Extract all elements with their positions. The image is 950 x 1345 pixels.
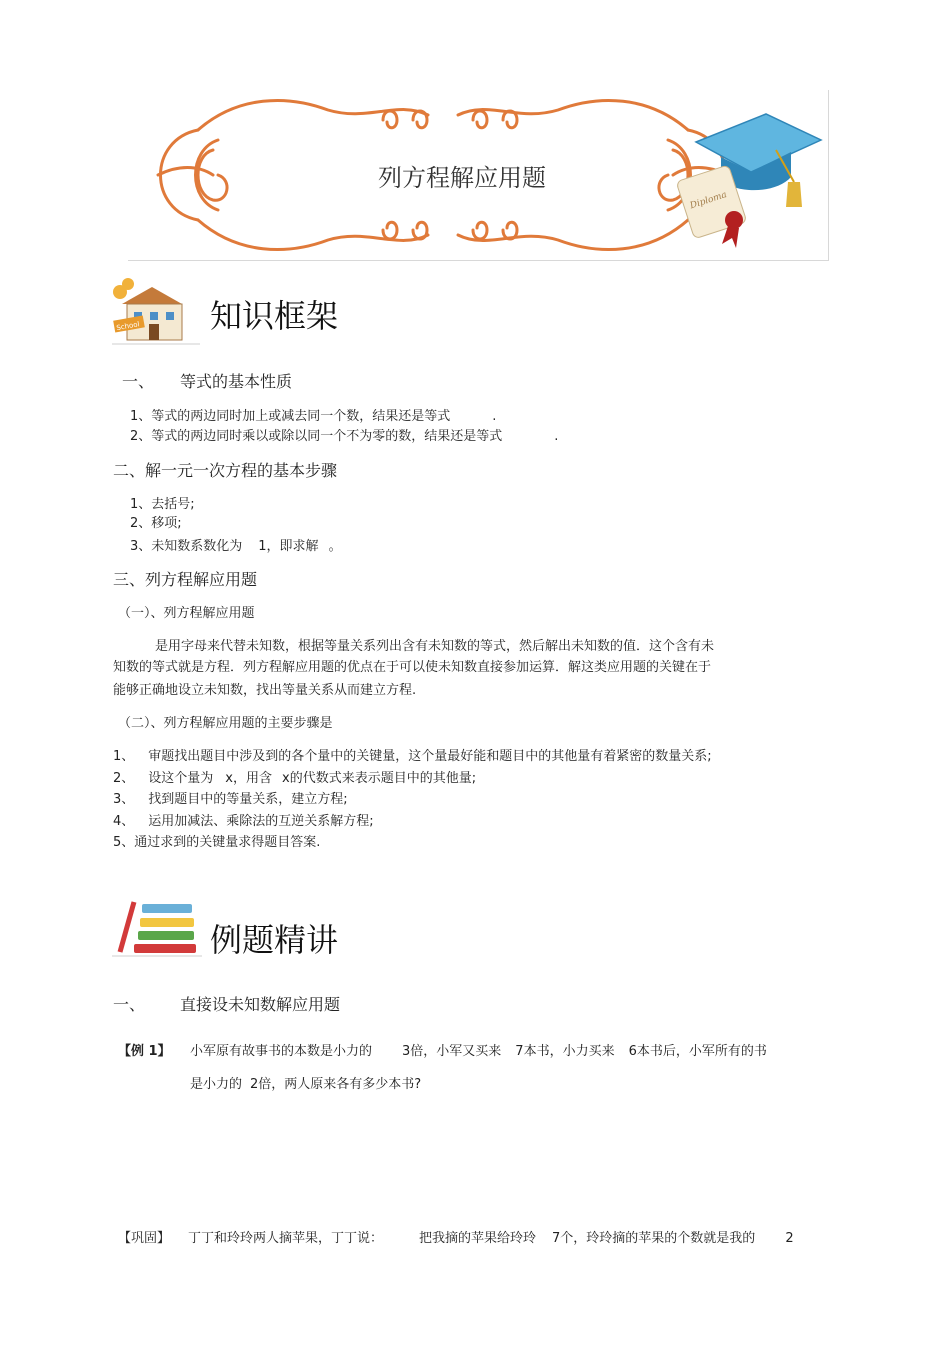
- subheading-2: （二）、列方程解应用题的主要步骤是: [118, 716, 333, 731]
- section-title-examples: 例题精讲: [210, 921, 339, 959]
- consolidate-tag: 【巩固】: [118, 1231, 171, 1246]
- page-title: 列方程解应用题: [378, 164, 546, 192]
- example-line-2: 是小力的 2倍，两人原来各有多少本书?: [190, 1077, 422, 1092]
- list-item: 5、通过求到的关键量求得题目答案.: [113, 835, 321, 850]
- subheading-1: （一）、列方程解应用题: [118, 606, 255, 621]
- heading-word-problems: 三、列方程解应用题: [113, 570, 258, 589]
- heading-solve-steps: 二、解一元一次方程的基本步骤: [113, 461, 338, 480]
- diploma-label: Diploma: [688, 190, 729, 212]
- paragraph-line-1: 是用字母来代替未知数，根据等量关系列出含有未知数的等式，然后解出未知数的值．这个含有未: [155, 639, 715, 654]
- property-1: 1、等式的两边同时加上或减去同一个数，结果还是等式 .: [130, 409, 497, 424]
- heading-direct-unknown: 直接设未知数解应用题: [180, 995, 341, 1014]
- heading-number: 一、: [122, 372, 155, 391]
- property-2: 2、等式的两边同时乘以或除以同一个不为零的数，结果还是等式 .: [130, 429, 559, 444]
- section-title-knowledge: 知识框架: [210, 297, 339, 335]
- example-line-1: 小军原有故事书的本数是小力的 3倍，小军又买来 7本书，小力买来 6本书后，小军所有的书: [190, 1044, 767, 1059]
- step-3: 3、未知数系数化为 1，即求解 。: [130, 539, 342, 554]
- paragraph-line-2: 知数的等式就是方程．列方程解应用题的优点在于可以使未知数直接参加运算．解这类应用题的关键在于: [113, 660, 712, 675]
- example-tag: 【例 1】: [118, 1044, 171, 1059]
- school-house-icon: [112, 272, 202, 347]
- heading-equation-properties: 等式的基本性质: [180, 372, 293, 391]
- step-2: 2、移项;: [130, 516, 182, 531]
- list-item: 3、 找到题目中的等量关系，建立方程;: [113, 792, 348, 807]
- paragraph-line-3: 能够正确地设立未知数，找出等量关系从而建立方程.: [113, 683, 417, 698]
- school-sign: School: [115, 320, 141, 333]
- list-item: 2、 设这个量为 x，用含 x的代数式来表示题目中的其他量;: [113, 771, 477, 786]
- consolidate-text: 丁丁和玲玲两人摘苹果，丁丁说： 把我摘的苹果给玲玲 7个，玲玲摘的苹果的个数就是我的 2: [188, 1231, 794, 1246]
- heading-number: 一、: [113, 995, 146, 1014]
- step-1: 1、去括号;: [130, 497, 195, 512]
- graduation-cap-icon: [676, 102, 826, 252]
- books-icon: [112, 898, 204, 958]
- list-item: 4、 运用加减法、乘除法的互逆关系解方程;: [113, 814, 374, 829]
- list-item: 1、 审题找出题目中涉及到的各个量中的关键量，这个量最好能和题目中的其他量有着紧密的数量关系;: [113, 749, 712, 764]
